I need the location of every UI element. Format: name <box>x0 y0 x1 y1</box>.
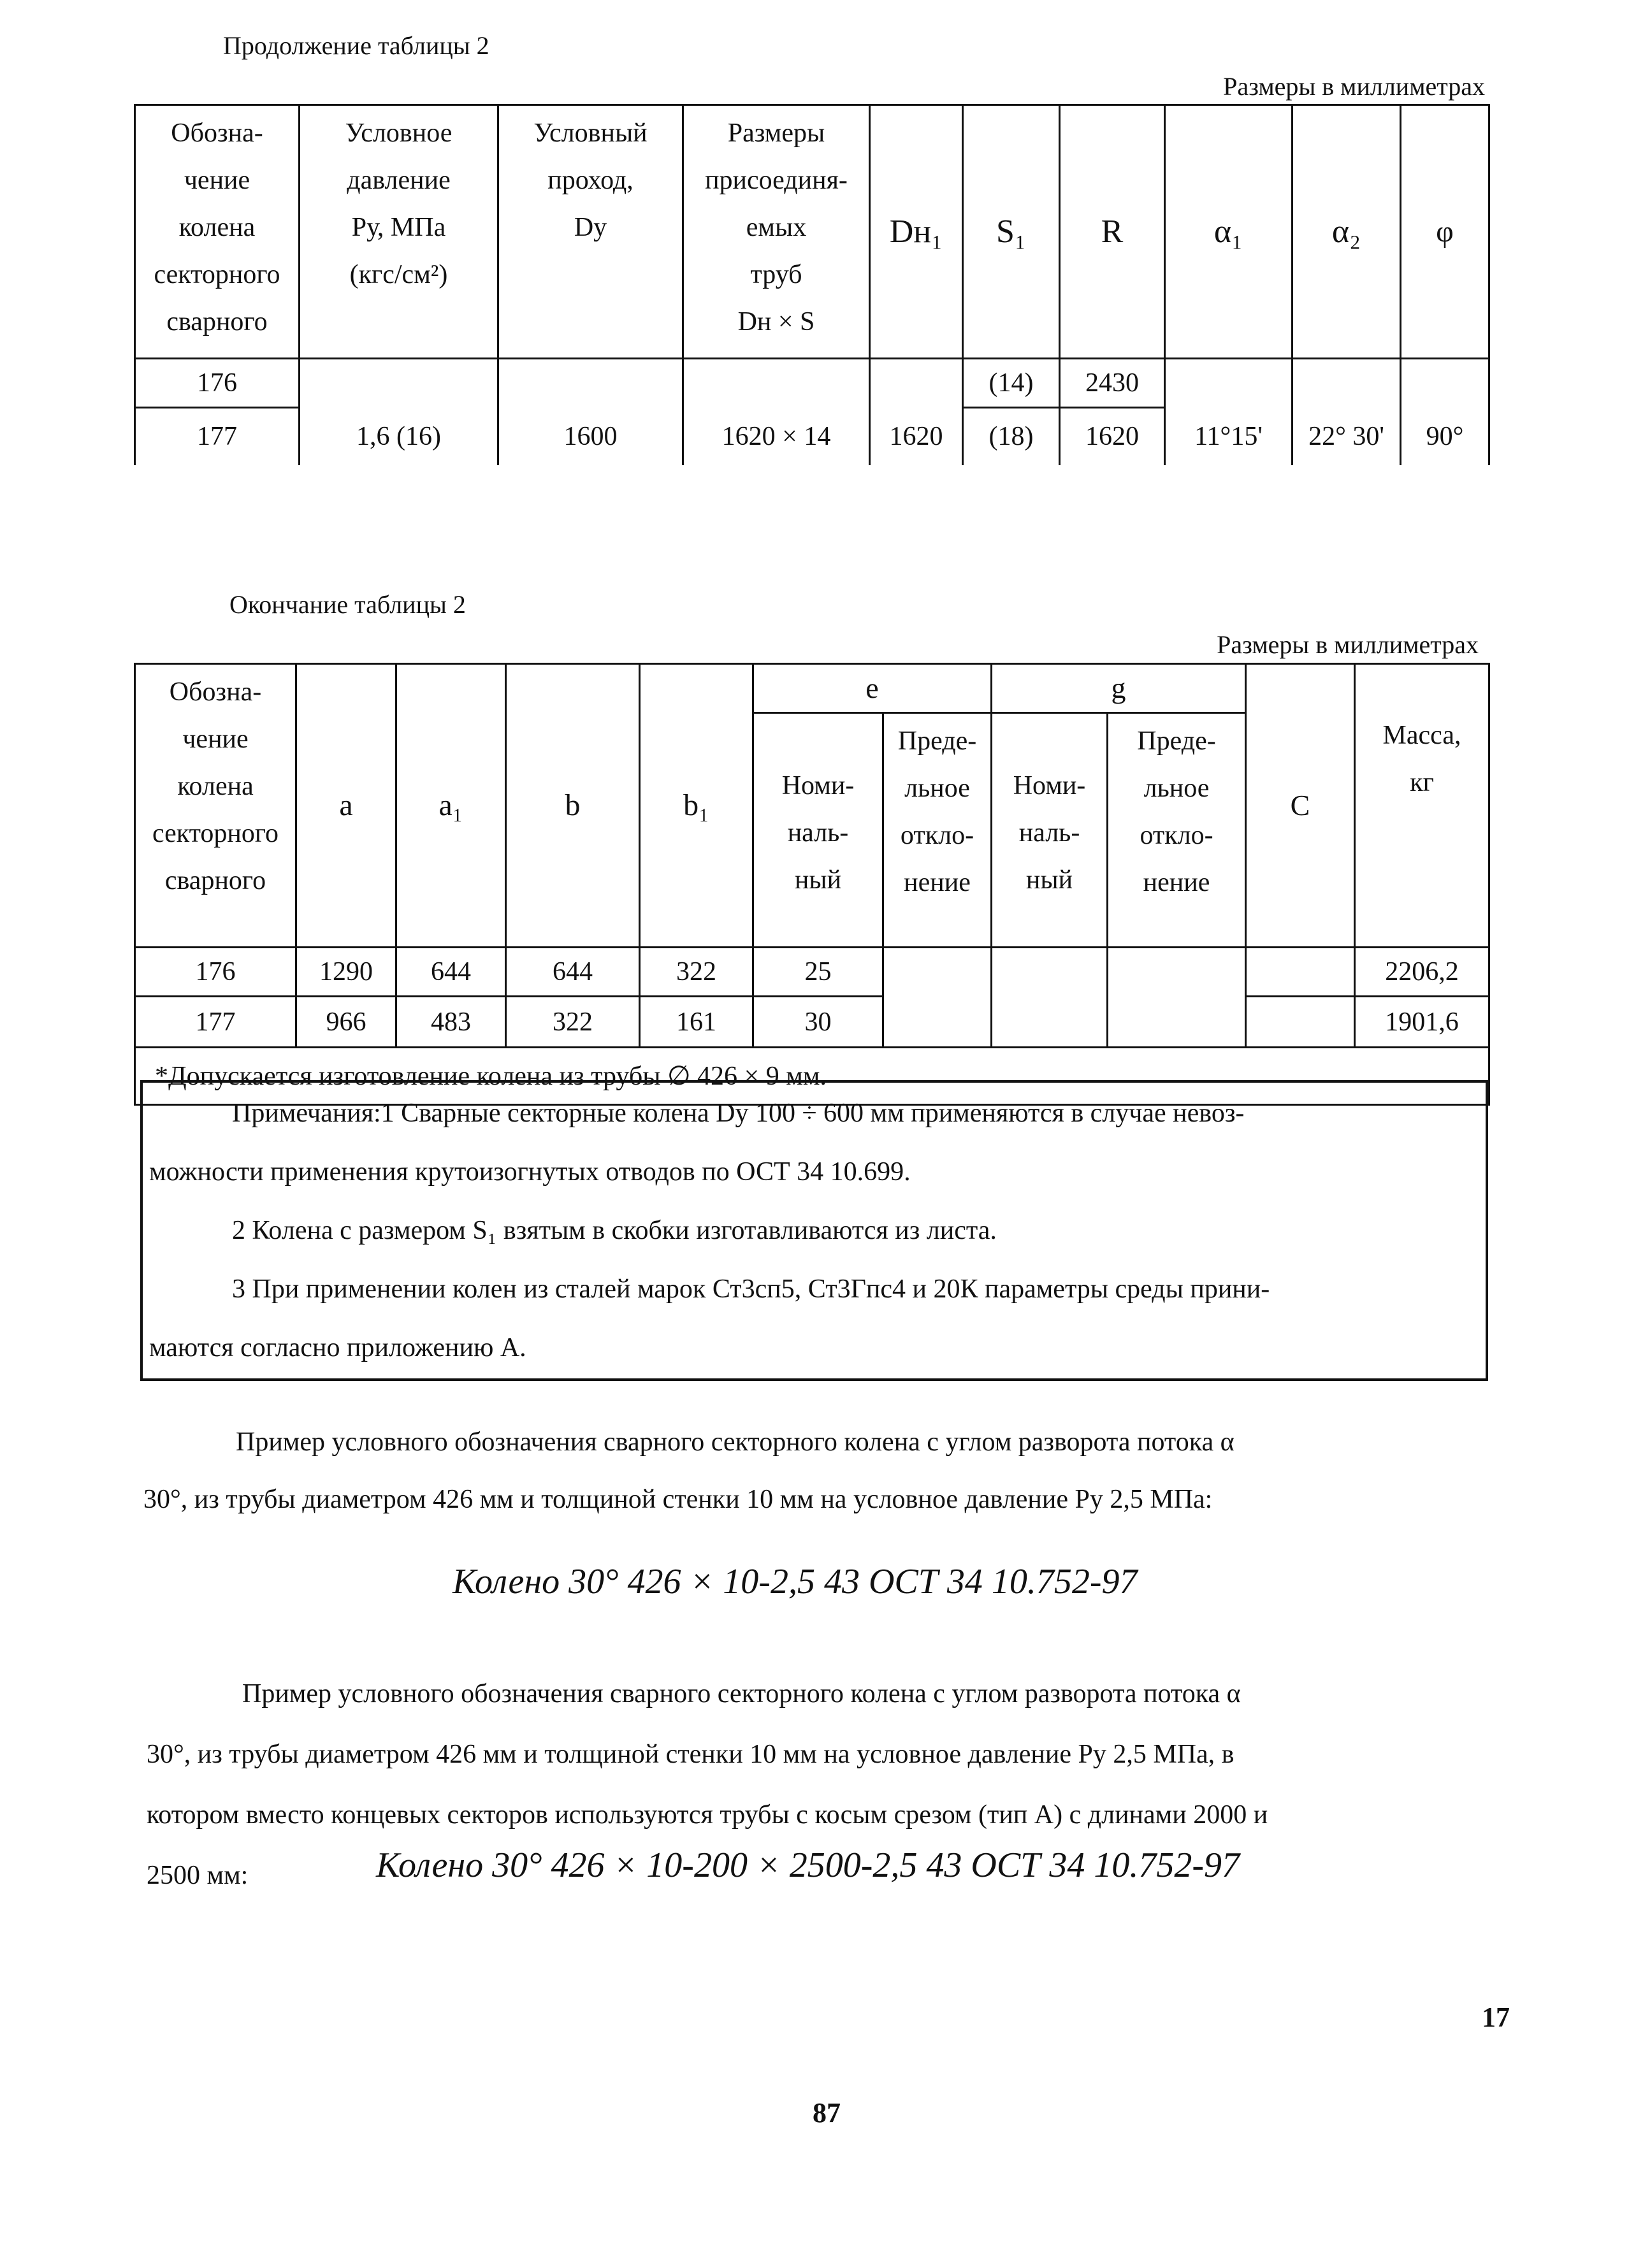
table-top-caption: Продолжение таблицы 2 <box>223 31 489 60</box>
cell: 1620 <box>870 408 963 465</box>
th-mass: Масса, кг <box>1355 664 1489 948</box>
table-bottom-units: Размеры в миллиметрах <box>1217 630 1479 659</box>
note-line-2: можности применения крутоизогнутых отводов по ОСТ 34 10.699. <box>149 1157 911 1187</box>
cell: 177 <box>135 408 300 465</box>
cell <box>1246 948 1355 997</box>
note-line-4: 3 При применении колен из сталей марок Ст3сп5, Ст3Гпс4 и 20К параметры среды прини- <box>232 1275 1270 1304</box>
cell: 25 <box>753 948 883 997</box>
th-designation: Обозна- чение колена секторного сварного <box>135 664 296 948</box>
cell: 161 <box>640 997 753 1048</box>
cell: 966 <box>296 997 396 1048</box>
th-b: b <box>506 664 640 948</box>
example2-line-3: котором вместо концевых секторов используются трубы с косым срезом (тип А) с длинами 2000 и <box>147 1800 1268 1830</box>
table-row <box>135 948 1489 997</box>
th-nominal-bore: Условный проход, Dу <box>498 105 683 359</box>
cell: 2430 <box>1060 359 1165 408</box>
cell: 644 <box>506 948 640 997</box>
th-c: C <box>1246 664 1355 948</box>
cell: 1620 × 14 <box>683 408 870 465</box>
cell <box>992 948 1108 997</box>
cell <box>883 997 992 1048</box>
cell: 322 <box>506 997 640 1048</box>
cell: 483 <box>396 997 506 1048</box>
cell <box>1108 948 1246 997</box>
th-g-nominal: Номи- наль- ный <box>992 713 1108 948</box>
th-pipe-size: Размеры присоединя- емых труб Dн × S <box>683 105 870 359</box>
notes-box <box>140 1080 1488 1381</box>
table-bottom-caption: Окончание таблицы 2 <box>229 590 466 619</box>
example2-line-2: 30°, из трубы диаметром 426 мм и толщиной стенки 10 мм на условное давление Ру 2,5 МПа, в <box>147 1740 1234 1769</box>
th-dn1: Dн₁ <box>870 105 963 359</box>
cell: 11°15' <box>1165 408 1292 465</box>
cell <box>1246 997 1355 1048</box>
cell: 644 <box>396 948 506 997</box>
th-designation: Обозна- чение колена секторного сварного <box>135 105 300 359</box>
cell: 30 <box>753 997 883 1048</box>
table-row <box>135 997 1489 1048</box>
page-number-file: 87 <box>813 2097 841 2128</box>
table-row <box>135 408 1489 465</box>
cell: 177 <box>135 997 296 1048</box>
example1-line-2: 30°, из трубы диаметром 426 мм и толщиной стенки 10 мм на условное давление Ру 2,5 МПа: <box>143 1485 1213 1514</box>
cell <box>683 359 870 408</box>
table-top <box>134 104 1490 465</box>
cell: (14) <box>963 359 1060 408</box>
th-s1: S₁ <box>963 105 1060 359</box>
th-phi: φ <box>1401 105 1489 359</box>
cell: 2206,2 <box>1355 948 1489 997</box>
th-a: a <box>296 664 396 948</box>
table-footnote: *Допускается изготовление колена из трубы ∅ 426 × 9 мм. <box>135 1048 1489 1105</box>
th-e-deviation: Преде- льное откло- нение <box>883 713 992 948</box>
cell: 90° <box>1401 408 1489 465</box>
table-top-units: Размеры в миллиметрах <box>1223 72 1485 101</box>
table-bottom-header-row-1 <box>135 664 1489 713</box>
th-g: g <box>992 664 1246 713</box>
th-pressure: Условное давление Ру, МПа (кгс/см²) <box>300 105 498 359</box>
example2-lead: 2500 мм: <box>147 1861 249 1890</box>
cell: 1290 <box>296 948 396 997</box>
cell: 322 <box>640 948 753 997</box>
cell: 176 <box>135 948 296 997</box>
cell <box>300 359 498 408</box>
th-a1: a₁ <box>396 664 506 948</box>
cell <box>1292 359 1401 408</box>
cell: 1,6 (16) <box>300 408 498 465</box>
page-number-doc: 17 <box>1482 2002 1510 2033</box>
th-r: R <box>1060 105 1165 359</box>
th-b1: b₁ <box>640 664 753 948</box>
cell <box>1401 359 1489 408</box>
th-alpha1: α₁ <box>1165 105 1292 359</box>
th-e-nominal: Номи- наль- ный <box>753 713 883 948</box>
table-row <box>135 359 1489 408</box>
example1-line-1: Пример условного обозначения сварного секторного колена с углом разворота потока α <box>236 1427 1234 1457</box>
example2-line-1: Пример условного обозначения сварного секторного колена с углом разворота потока α <box>242 1679 1241 1708</box>
cell: 22° 30' <box>1292 408 1401 465</box>
example2-designation: Колено 30° 426 × 10-200 × 2500-2,5 43 ОСТ 34 10.752-97 <box>376 1845 1240 1885</box>
th-g-deviation: Преде- льное откло- нение <box>1108 713 1246 948</box>
cell <box>992 997 1108 1048</box>
table-bottom <box>134 663 1490 1106</box>
note-line-3: 2 Колена с размером S₁ взятым в скобки изготавливаются из листа. <box>232 1216 997 1245</box>
cell <box>883 948 992 997</box>
th-e: e <box>753 664 992 713</box>
cell: 1620 <box>1060 408 1165 465</box>
cell: 1901,6 <box>1355 997 1489 1048</box>
cell <box>1165 359 1292 408</box>
cell: (18) <box>963 408 1060 465</box>
cell: 1600 <box>498 408 683 465</box>
note-line-5: маются согласно приложению А. <box>149 1333 526 1362</box>
table-top-header-row <box>135 105 1489 359</box>
example1-designation: Колено 30° 426 × 10-2,5 43 ОСТ 34 10.752-97 <box>452 1562 1138 1601</box>
th-alpha2: α₂ <box>1292 105 1401 359</box>
cell <box>870 359 963 408</box>
cell: 176 <box>135 359 300 408</box>
cell <box>1108 997 1246 1048</box>
note-line-1: Примечания:1 Сварные секторные колена Dу 100 ÷ 600 мм применяются в случае невоз- <box>232 1099 1245 1128</box>
cell <box>498 359 683 408</box>
